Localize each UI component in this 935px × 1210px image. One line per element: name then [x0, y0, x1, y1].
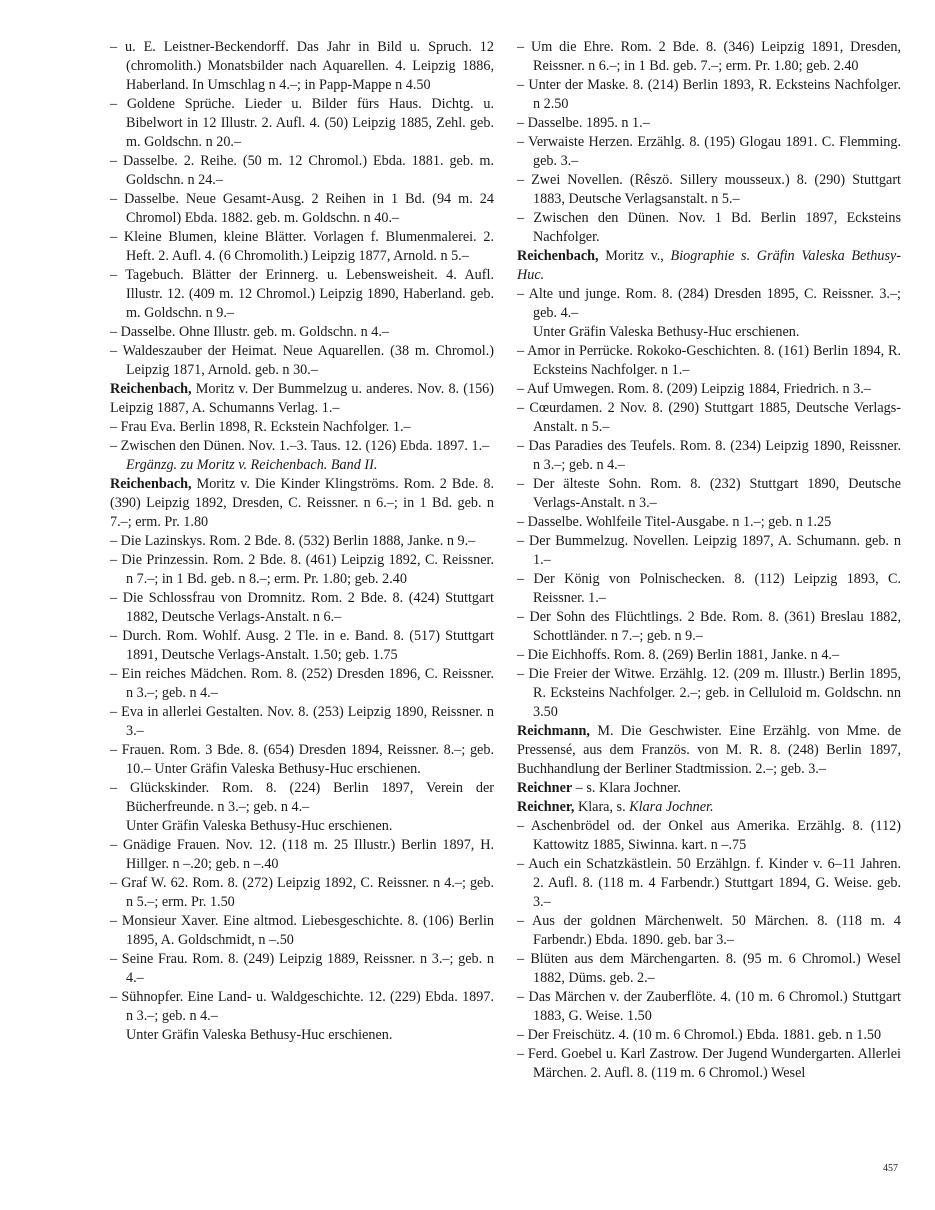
- author-entry: [517, 779, 901, 798]
- author-name: Reichner,: [517, 799, 575, 815]
- author-entry: [110, 475, 494, 532]
- author-name: Reichner: [517, 780, 573, 796]
- cross-reference: Biographie s. Gräfin Valeska Bethusy-Huc.: [517, 248, 901, 283]
- bibliography-entry: – Tagebuch. Blätter der Erinnerg. u. Lebensweisheit. 4. Aufl. Illustr. 12. (409 m. 12 Chromol.) Leipzig 1890, Haberland. geb. m. Goldschn. n 9.–: [110, 267, 494, 321]
- bibliography-entry: – Dasselbe. 2. Reihe. (50 m. 12 Chromol.) Ebda. 1881. geb. m. Goldschn. n 24.–: [110, 153, 494, 188]
- author-name: Reichenbach,: [110, 476, 192, 492]
- bibliography-entry: – Dasselbe. 1895. n 1.–: [517, 115, 650, 131]
- author-entry: [517, 247, 901, 285]
- bibliography-entry: – Glückskinder. Rom. 8. (224) Berlin 1897, Verein der Bücherfreunde. n 3.–; geb. n 4.–: [110, 780, 494, 815]
- cross-reference: Klara Jochner.: [629, 799, 714, 815]
- bibliography-entry: – Sühnopfer. Eine Land- u. Waldgeschichte. 12. (229) Ebda. 1897. n 3.–; geb. n 4.–: [110, 989, 494, 1024]
- bibliography-entry: – Aschenbrödel od. der Onkel aus Amerika. Erzählg. 8. (112) Kattowitz 1885, Siwinna. kart. n –.75: [517, 818, 901, 853]
- bibliography-entry: – Der König von Polnischecken. 8. (112) Leipzig 1893, C. Reissner. 1.–: [517, 571, 901, 606]
- bibliography-entry: – Unter der Maske. 8. (214) Berlin 1893, R. Ecksteins Nachfolger. n 2.50: [517, 77, 901, 112]
- bibliography-entry: – Das Märchen v. der Zauberflöte. 4. (10 m. 6 Chromol.) Stuttgart 1883, G. Weise. 1.50: [517, 989, 901, 1024]
- entry-text: Klara, s.: [574, 799, 630, 815]
- author-name: Reichenbach,: [517, 248, 599, 264]
- author-entry: [110, 380, 494, 418]
- entry-note: Ergänzg. zu Moritz v. Reichenbach. Band II.: [126, 457, 378, 473]
- bibliography-entry: – Der älteste Sohn. Rom. 8. (232) Stuttgart 1890, Deutsche Verlags-Anstalt. n 3.–: [517, 476, 901, 511]
- page-number: 457: [883, 1163, 898, 1174]
- bibliography-entry: – Dasselbe. Neue Gesamt-Ausg. 2 Reihen in 1 Bd. (94 m. 24 Chromol) Ebda. 1882. geb. m. Goldschn. n 40.–: [110, 191, 494, 226]
- bibliography-entry: – Monsieur Xaver. Eine altmod. Liebesgeschichte. 8. (106) Berlin 1895, A. Goldschmidt, n –.50: [110, 913, 494, 948]
- author-name: Reichenbach,: [110, 381, 192, 397]
- bibliography-entry: – Zwischen den Dünen. Nov. 1 Bd. Berlin 1897, Ecksteins Nachfolger.: [517, 210, 901, 245]
- bibliography-entry: – Ferd. Goebel u. Karl Zastrow. Der Jugend Wundergarten. Allerlei Märchen. 2. Aufl. 8. (119 m. 6 Chromol.) Wesel: [517, 1046, 901, 1081]
- right-column: [517, 38, 901, 1083]
- bibliography-entry: – Goldene Sprüche. Lieder u. Bilder fürs Haus. Dichtg. u. Bibelwort in 12 Illustr. 2. Aufl. 4. (50) Leipzig 1885, Zehl. geb. m. Goldschn. n 20.–: [110, 96, 494, 150]
- bibliography-entry: – Der Freischütz. 4. (10 m. 6 Chromol.) Ebda. 1881. geb. n 1.50: [517, 1027, 882, 1043]
- entry-text: Moritz v. Der Bummelzug u. anderes. Nov. 8. (156) Leipzig 1887, A. Schumanns Verlag. 1.–: [110, 381, 494, 416]
- left-column: [110, 38, 494, 1045]
- bibliography-entry: – Graf W. 62. Rom. 8. (272) Leipzig 1892, C. Reissner. n 4.–; geb. n 5.–; erm. Pr. 1.50: [110, 875, 494, 910]
- entry-note: Unter Gräfin Valeska Bethusy-Huc erschienen.: [126, 1027, 393, 1043]
- bibliography-entry: – Die Schlossfrau von Dromnitz. Rom. 2 Bde. 8. (424) Stuttgart 1882, Deutsche Verlags-Anstalt. n 6.–: [110, 590, 494, 625]
- bibliography-entry: – Alte und junge. Rom. 8. (284) Dresden 1895, C. Reissner. 3.–; geb. 4.–: [517, 286, 901, 321]
- author-name: Reichmann,: [517, 723, 590, 739]
- bibliography-entry: – Gnädige Frauen. Nov. 12. (118 m. 25 Illustr.) Berlin 1897, H. Hillger. n –.20; geb. n –.40: [110, 837, 494, 872]
- bibliography-entry: – Zwei Novellen. (Rêszö. Sillery mousseux.) 8. (290) Stuttgart 1883, Deutsche Verlagsanstalt. n 5.–: [517, 172, 901, 207]
- bibliography-entry: – Die Eichhoffs. Rom. 8. (269) Berlin 1881, Janke. n 4.–: [517, 647, 840, 663]
- bibliography-entry: – Ein reiches Mädchen. Rom. 8. (252) Dresden 1896, C. Reissner. n 3.–; geb. n 4.–: [110, 666, 494, 701]
- entry-note: Unter Gräfin Valeska Bethusy-Huc erschienen.: [126, 818, 393, 834]
- entry-text: – s. Klara Jochner.: [572, 780, 681, 796]
- bibliography-entry: – Um die Ehre. Rom. 2 Bde. 8. (346) Leipzig 1891, Dresden, Reissner. n 6.–; in 1 Bd. geb. 7.–; erm. Pr. 1.80; geb. 2.40: [517, 39, 901, 74]
- entry-text: M. Die Geschwister. Eine Erzählg. von Mme. de Pressensé, aus dem Französ. von M. R. 8. (248) Berlin 1897, Buchhandlung der Berliner Stadtmission. 2.–; geb. 3.–: [517, 723, 901, 777]
- bibliography-entry: – Aus der goldnen Märchenwelt. 50 Märchen. 8. (118 m. 4 Farbendr.) Ebda. 1890. geb. bar 3.–: [517, 913, 901, 948]
- bibliography-entry: – Dasselbe. Ohne Illustr. geb. m. Goldschn. n 4.–: [110, 324, 389, 340]
- bibliography-entry: – u. E. Leistner-Beckendorff. Das Jahr in Bild u. Spruch. 12 (chromolith.) Monatsbilder nach Aquarellen. 4. Leipzig 1886, Haberland. In Umschlag n 4.–; in Papp-Mappe n 4.50: [110, 39, 494, 93]
- bibliography-entry: – Blüten aus dem Märchengarten. 8. (95 m. 6 Chromol.) Wesel 1882, Düms. geb. 2.–: [517, 951, 901, 986]
- bibliography-entry: – Die Prinzessin. Rom. 2 Bde. 8. (461) Leipzig 1892, C. Reissner. n 7.–; in 1 Bd. geb. n 8.–; erm. Pr. 1.80; geb. 2.40: [110, 552, 494, 587]
- bibliography-entry: – Cœurdamen. 2 Nov. 8. (290) Stuttgart 1885, Deutsche Verlags-Anstalt. n 5.–: [517, 400, 901, 435]
- entry-note: Unter Gräfin Valeska Bethusy-Huc erschienen.: [533, 324, 800, 340]
- bibliography-entry: – Zwischen den Dünen. Nov. 1.–3. Taus. 12. (126) Ebda. 1897. 1.–: [110, 438, 490, 454]
- bibliography-entry: – Die Lazinskys. Rom. 2 Bde. 8. (532) Berlin 1888, Janke. n 9.–: [110, 533, 476, 549]
- bibliography-entry: – Frauen. Rom. 3 Bde. 8. (654) Dresden 1894, Reissner. 8.–; geb. 10.– Unter Gräfin Valeska Bethusy-Huc erschienen.: [110, 742, 494, 777]
- bibliography-entry: – Eva in allerlei Gestalten. Nov. 8. (253) Leipzig 1890, Reissner. n 3.–: [110, 704, 494, 739]
- bibliography-entry: – Seine Frau. Rom. 8. (249) Leipzig 1889, Reissner. n 3.–; geb. n 4.–: [110, 951, 494, 986]
- bibliography-entry: – Amor in Perrücke. Rokoko-Geschichten. 8. (161) Berlin 1894, R. Ecksteins Nachfolger. n 1.–: [517, 343, 901, 378]
- author-entry: [517, 722, 901, 779]
- bibliography-entry: – Auf Umwegen. Rom. 8. (209) Leipzig 1884, Friedrich. n 3.–: [517, 381, 871, 397]
- bibliography-entry: – Das Paradies des Teufels. Rom. 8. (234) Leipzig 1890, Reissner. n 3.–; geb. n 4.–: [517, 438, 901, 473]
- bibliography-entry: – Auch ein Schatzkästlein. 50 Erzählgn. f. Kinder v. 6–11 Jahren. 2. Aufl. 8. (118 m. 4 Farbendr.) Stuttgart 1894, G. Weise. geb. 3.–: [517, 856, 901, 910]
- entry-text: Moritz v.,: [598, 248, 671, 264]
- bibliography-entry: – Kleine Blumen, kleine Blätter. Vorlagen f. Blumenmalerei. 2. Heft. 2. Aufl. 4. (6 Chromolith.) Leipzig 1877, Arnold. n 5.–: [110, 229, 494, 264]
- bibliography-entry: – Der Sohn des Flüchtlings. 2 Bde. Rom. 8. (361) Breslau 1882, Schottländer. n 7.–; geb. n 9.–: [517, 609, 901, 644]
- entry-text: Moritz v. Die Kinder Klingströms. Rom. 2 Bde. 8. (390) Leipzig 1892, Dresden, C. Reissner. n 6.–; in 1 Bd. geb. n 7.–; erm. Pr. 1.80: [110, 476, 494, 530]
- bibliography-entry: – Durch. Rom. Wohlf. Ausg. 2 Tle. in e. Band. 8. (517) Stuttgart 1891, Deutsche Verlags-Anstalt. 1.50; geb. 1.75: [110, 628, 494, 663]
- author-entry: [517, 798, 901, 817]
- bibliography-entry: – Der Bummelzug. Novellen. Leipzig 1897, A. Schumann. geb. n 1.–: [517, 533, 901, 568]
- bibliography-entry: – Frau Eva. Berlin 1898, R. Eckstein Nachfolger. 1.–: [110, 419, 411, 435]
- bibliography-entry: – Die Freier der Witwe. Erzählg. 12. (209 m. Illustr.) Berlin 1895, R. Ecksteins Nachfolger. 2.–; geb. in Celluloid m. Goldschn. nn 3.50: [517, 666, 901, 720]
- bibliography-entry: – Waldeszauber der Heimat. Neue Aquarellen. (38 m. Chromol.) Leipzig 1871, Arnold. geb. n 30.–: [110, 343, 494, 378]
- bibliography-entry: – Verwaiste Herzen. Erzählg. 8. (195) Glogau 1891. C. Flemming. geb. 3.–: [517, 134, 901, 169]
- bibliography-entry: – Dasselbe. Wohlfeile Titel-Ausgabe. n 1.–; geb. n 1.25: [517, 514, 832, 530]
